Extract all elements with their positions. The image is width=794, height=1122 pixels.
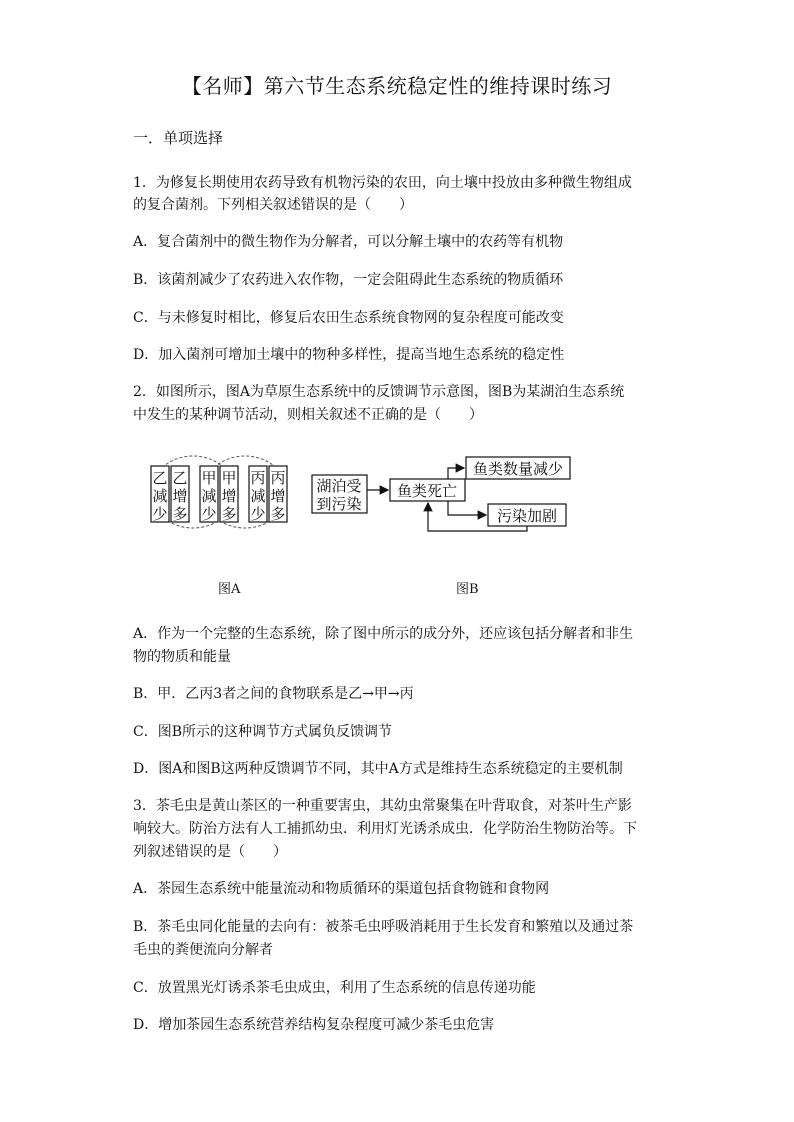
figure-b-arrow-2 — [448, 468, 464, 479]
question-1-option-d: D．加入菌剂可增加土壤中的物种多样性，提高当地生态系统的稳定性 — [133, 347, 565, 363]
figure-a-box-label-6: 丙增多 — [270, 469, 286, 523]
figure-b-top-label: 鱼类数量减少 — [472, 460, 564, 478]
question-2-option-b: B．甲．乙丙3者之间的食物联系是乙→甲→丙 — [133, 686, 414, 702]
figure-a-caption: 图A — [218, 582, 241, 597]
question-3-option-d: D．增加茶园生态系统营养结构复杂程度可减少茶毛虫危害 — [133, 1017, 495, 1033]
question-3-stem-line-1: 3．茶毛虫是黄山茶区的一种重要害虫，其幼虫常聚集在叶背取食，对茶叶生产影 — [133, 798, 632, 814]
figure-a-box-label-4: 甲增多 — [221, 469, 237, 523]
figure-b-bottom-label: 污染加剧 — [496, 507, 558, 525]
figure-b-source-label-2: 到污染 — [316, 495, 362, 513]
question-2-option-a-line-1: A．作为一个完整的生态系统，除了图中所示的成分外，还应该包括分解者和非生 — [133, 626, 634, 642]
section-heading: 一．单项选择 — [133, 129, 224, 147]
question-3-option-b-line-2: 毛虫的粪便流向分解者 — [133, 942, 273, 958]
figure-b-arrow-3 — [448, 501, 486, 515]
question-1-option-a: A．复合菌剂中的微生物作为分解者，可以分解土壤中的农药等有机物 — [133, 234, 564, 250]
figure-a-box-label-1: 乙减少 — [152, 469, 168, 523]
question-2-stem-line-2: 中发生的某种调节活动，则相关叙述不正确的是（ ） — [133, 407, 483, 423]
question-2-option-d: D．图A和图B这两种反馈调节不同，其中A方式是维持生态系统稳定的主要机制 — [133, 761, 623, 777]
question-3-option-c: C．放置黑光灯诱杀茶毛虫成虫，利用了生态系统的信息传递功能 — [133, 980, 536, 996]
question-1-stem-line-1: 1．为修复长期使用农药导致有机物污染的农田，向土壤中投放由多种微生物组成 — [133, 175, 632, 191]
figure-a-box-label-3: 甲减少 — [201, 469, 217, 523]
question-3-option-b-line-1: B．茶毛虫同化能量的去向有：被茶毛虫呼吸消耗用于生长发育和繁殖以及通过茶 — [133, 919, 634, 935]
question-1-option-c: C．与未修复时相比，修复后农田生态系统食物网的复杂程度可能改变 — [133, 310, 564, 326]
figure-b-caption: 图B — [456, 582, 479, 597]
figure-b-source-label-1: 湖泊受 — [316, 477, 362, 495]
figure-a-box-label-5: 丙减少 — [250, 469, 266, 523]
question-1-stem-line-2: 的复合菌剂。下列相关叙述错误的是（ ） — [133, 197, 413, 213]
figure-a-box-label-2: 乙增多 — [172, 469, 188, 523]
page-title: 【名师】第六节生态系统稳定性的维持课时练习 — [181, 74, 613, 98]
figure-b-center-label: 鱼类死亡 — [396, 482, 458, 500]
question-2-option-a-line-2: 物的物质和能量 — [133, 649, 231, 665]
question-3-option-a: A．茶园生态系统中能量流动和物质循环的渠道包括食物链和食物网 — [133, 881, 550, 897]
question-1-option-b: B．该菌剂减少了农药进入农作物，一定会阻碍此生态系统的物质循环 — [133, 272, 564, 288]
question-2-stem-line-1: 2．如图所示，图A为草原生态系统中的反馈调节示意图，图B为某湖泊生态系统 — [133, 384, 625, 400]
figure-b-diagram — [308, 452, 574, 532]
question-2-option-c: C．图B所示的这种调节方式属负反馈调节 — [133, 724, 392, 740]
figure-a-diagram — [145, 452, 295, 532]
question-3-stem-line-3: 列叙述错误的是（ ） — [133, 844, 287, 860]
question-3-stem-line-2: 响较大。防治方法有人工捕抓幼虫．利用灯光诱杀成虫．化学防治生物防治等。下 — [133, 821, 637, 837]
